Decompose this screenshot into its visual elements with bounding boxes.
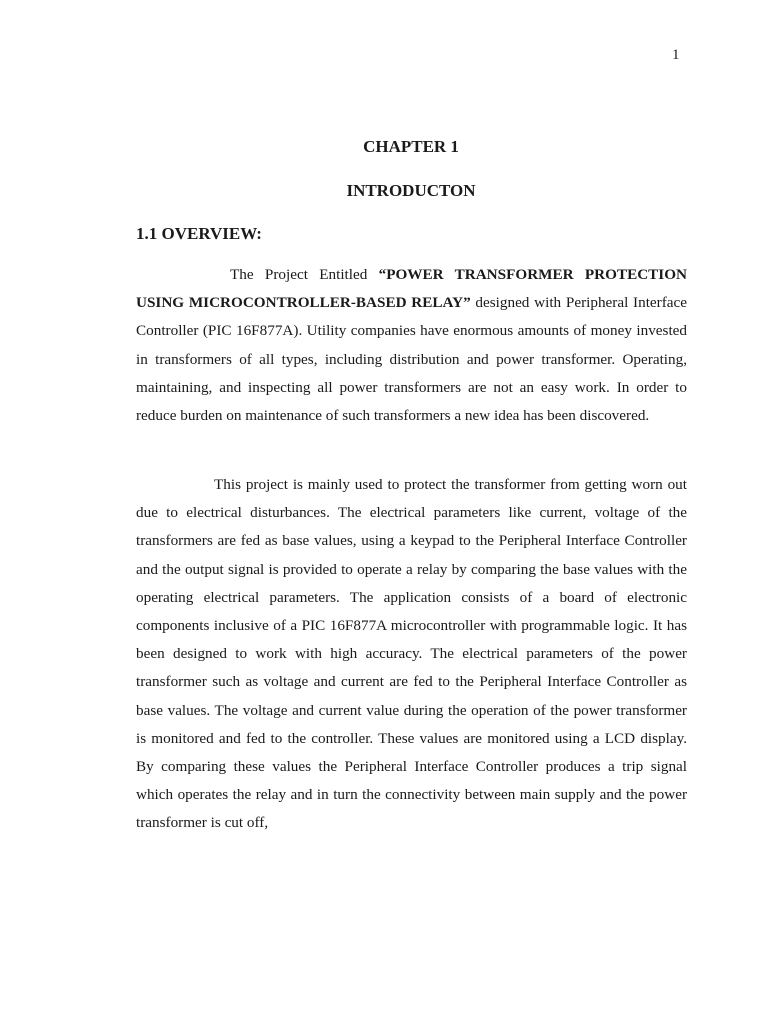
open-quote: “ — [378, 266, 387, 283]
chapter-title: CHAPTER 1 — [363, 137, 459, 156]
chapter-subtitle: INTRODUCTON — [346, 181, 476, 200]
project-description-paragraph: This project is mainly used to protect the transformer from getting worn out due to electrical disturbances. The electrical parameters like current, voltage of the transformers are fed as base values, using a keypad to the Peripheral Interface Controller and the output signal is provided to operate a relay by comparing the base values with the operating electrical parameters. The application consists of a board of electronic components inclusive of a PIC 16F877A microcontroller with programmable logic. It has been designed to work with high accuracy. The electrical parameters of the power transformer such as voltage and current are fed to the Peripheral Interface Controller as base values. The voltage and current value during the operation of the power transformer is monitored and fed to the controller. These values are monitored using a LCD display. By comparing these values the Peripheral Interface Controller produces a trip signal which operates the relay and in turn the connectivity between main supply and the power transformer is cut off, — [136, 476, 687, 832]
project-title: POWER TRANSFORMER PROTECTION USING MICROCONTROLLER-BASED RELAY — [136, 266, 687, 312]
page-number: 1 — [672, 47, 680, 63]
paragraph-lead-text: The Project Entitled — [230, 266, 379, 283]
paragraph-body-text: designed with Peripheral Interface Controller (PIC 16F877A). Utility companies have enormous amounts of money invested in transformers of all types, including distribution and power transformer. Operating, maintaining, and inspecting all power transformers are not an easy work. In order to reduce burden on maintenance of such transformers a new idea has been discovered. — [136, 294, 687, 425]
section-heading: 1.1 OVERVIEW: — [136, 224, 262, 243]
overview-paragraph — [136, 261, 687, 430]
close-quote: ” — [463, 294, 471, 312]
